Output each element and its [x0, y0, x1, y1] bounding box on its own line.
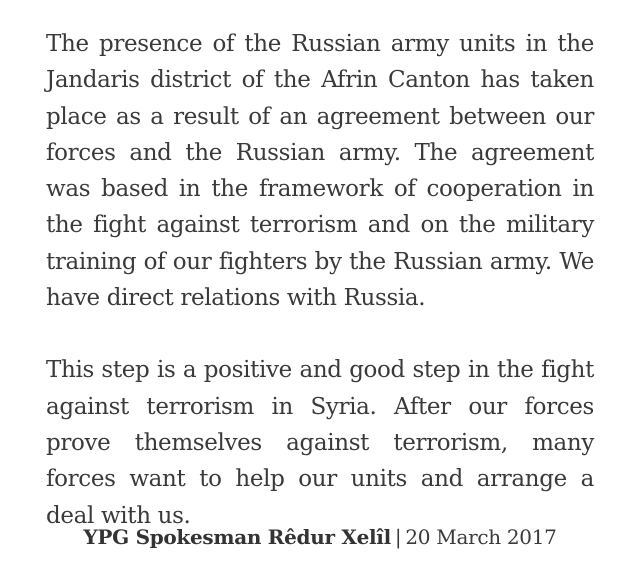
speaker-name: YPG Spokesman Rêdur Xelîl [83, 525, 391, 549]
quote-paragraph-2: This step is a positive and good step in the fight against terrorism in Syria. After our forces prove themselves against terrorism, many forces want to help our units and arrange a deal with us. [46, 357, 594, 529]
statement-date: 20 March 2017 [405, 525, 557, 549]
quote-body [46, 26, 594, 534]
attribution-separator: | [394, 525, 402, 549]
quote-attribution [0, 522, 640, 552]
quote-paragraph-1: The presence of the Russian army units in the Jandaris district of the Afrin Canton has taken place as a result of an agreement between our forces and the Russian army. The agreement was based in the framework of cooperation in the fight against terrorism and on the military training of our fighters by the Russian army. We have direct relations with Russia. [46, 31, 594, 312]
